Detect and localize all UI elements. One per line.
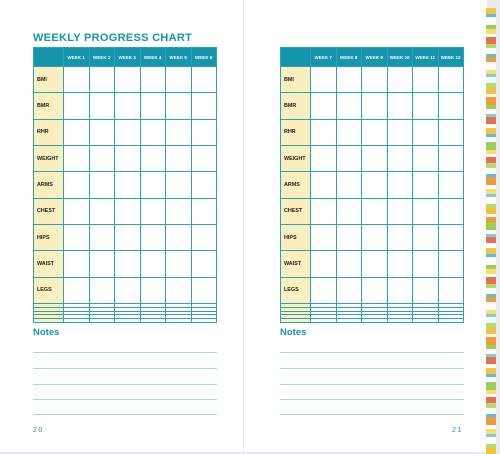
week-header: WEEK 5 bbox=[166, 48, 192, 67]
entry-cell[interactable] bbox=[336, 225, 362, 251]
entry-cell[interactable] bbox=[115, 67, 141, 93]
entry-cell[interactable] bbox=[140, 251, 166, 277]
entry-cell[interactable] bbox=[89, 251, 115, 277]
entry-cell[interactable] bbox=[387, 198, 413, 224]
entry-cell[interactable] bbox=[191, 277, 217, 303]
entry-cell[interactable] bbox=[311, 251, 337, 277]
note-line[interactable] bbox=[280, 384, 464, 385]
entry-cell[interactable] bbox=[140, 67, 166, 93]
entry-cell[interactable] bbox=[140, 319, 166, 323]
table-row bbox=[34, 225, 217, 251]
table-row bbox=[281, 319, 464, 323]
entry-cell[interactable] bbox=[166, 198, 192, 224]
note-line[interactable] bbox=[33, 352, 217, 353]
note-line[interactable] bbox=[33, 399, 217, 400]
entry-cell[interactable] bbox=[64, 319, 90, 323]
progress-table-left bbox=[33, 47, 217, 323]
entry-cell[interactable] bbox=[115, 225, 141, 251]
entry-cell[interactable] bbox=[336, 172, 362, 198]
entry-cell[interactable] bbox=[413, 119, 439, 145]
measurement-rows bbox=[34, 67, 217, 323]
entry-cell[interactable] bbox=[438, 225, 464, 251]
entry-cell[interactable] bbox=[89, 277, 115, 303]
entry-cell[interactable] bbox=[438, 67, 464, 93]
row-label: BMR bbox=[34, 93, 64, 119]
entry-cell[interactable] bbox=[362, 172, 388, 198]
entry-cell[interactable] bbox=[362, 251, 388, 277]
entry-cell[interactable] bbox=[140, 93, 166, 119]
entry-cell[interactable] bbox=[89, 172, 115, 198]
entry-cell[interactable] bbox=[438, 146, 464, 172]
edge-stripe bbox=[486, 37, 496, 44]
row-label: RHR bbox=[281, 119, 311, 145]
entry-cell[interactable] bbox=[89, 93, 115, 119]
entry-cell[interactable] bbox=[438, 198, 464, 224]
entry-cell[interactable] bbox=[438, 251, 464, 277]
entry-cell[interactable] bbox=[362, 119, 388, 145]
entry-cell[interactable] bbox=[413, 277, 439, 303]
entry-cell[interactable] bbox=[191, 67, 217, 93]
entry-cell[interactable] bbox=[311, 93, 337, 119]
entry-cell[interactable] bbox=[438, 119, 464, 145]
edge-stripe bbox=[486, 302, 496, 310]
row-label: WAIST bbox=[281, 251, 311, 277]
entry-cell[interactable] bbox=[413, 225, 439, 251]
entry-cell[interactable] bbox=[311, 67, 337, 93]
entry-cell[interactable] bbox=[438, 172, 464, 198]
table-row bbox=[34, 198, 217, 224]
row-label: ARMS bbox=[34, 172, 64, 198]
week-header: WEEK 12 bbox=[438, 48, 464, 67]
entry-cell[interactable] bbox=[64, 277, 90, 303]
entry-cell[interactable] bbox=[115, 251, 141, 277]
table-row bbox=[281, 198, 464, 224]
week-header: WEEK 2 bbox=[89, 48, 115, 67]
entry-cell[interactable] bbox=[311, 277, 337, 303]
week-header: WEEK 7 bbox=[311, 48, 337, 67]
table-row bbox=[34, 172, 217, 198]
table-row bbox=[34, 67, 217, 93]
entry-cell[interactable] bbox=[64, 251, 90, 277]
book-gutter bbox=[243, 0, 244, 452]
entry-cell[interactable] bbox=[64, 146, 90, 172]
entry-cell[interactable] bbox=[438, 277, 464, 303]
progress-table-right bbox=[280, 47, 464, 323]
note-line[interactable] bbox=[280, 414, 464, 415]
entry-cell[interactable] bbox=[191, 319, 217, 323]
table-row bbox=[281, 225, 464, 251]
entry-cell[interactable] bbox=[191, 225, 217, 251]
entry-cell[interactable] bbox=[89, 225, 115, 251]
entry-cell[interactable] bbox=[387, 119, 413, 145]
edge-stripe bbox=[486, 437, 496, 444]
entry-cell[interactable] bbox=[64, 198, 90, 224]
table-row bbox=[281, 277, 464, 303]
entry-cell[interactable] bbox=[413, 93, 439, 119]
page-number-right: 21 bbox=[452, 427, 463, 434]
entry-cell[interactable] bbox=[166, 277, 192, 303]
entry-cell[interactable] bbox=[166, 172, 192, 198]
row-label bbox=[281, 319, 311, 323]
entry-cell[interactable] bbox=[387, 146, 413, 172]
entry-cell[interactable] bbox=[362, 198, 388, 224]
row-label: LEGS bbox=[281, 277, 311, 303]
entry-cell[interactable] bbox=[362, 93, 388, 119]
measurement-rows bbox=[281, 67, 464, 323]
edge-stripe bbox=[486, 448, 496, 454]
entry-cell[interactable] bbox=[115, 198, 141, 224]
entry-cell[interactable] bbox=[438, 93, 464, 119]
row-label: BMR bbox=[281, 93, 311, 119]
entry-cell[interactable] bbox=[413, 146, 439, 172]
entry-cell[interactable] bbox=[311, 198, 337, 224]
week-header: WEEK 10 bbox=[387, 48, 413, 67]
row-label: RHR bbox=[34, 119, 64, 145]
entry-cell[interactable] bbox=[413, 67, 439, 93]
table-row bbox=[281, 172, 464, 198]
entry-cell[interactable] bbox=[191, 119, 217, 145]
entry-cell[interactable] bbox=[115, 277, 141, 303]
table-row bbox=[281, 119, 464, 145]
page-title: WEEKLY PROGRESS CHART bbox=[33, 32, 193, 44]
edge-stripe bbox=[486, 257, 496, 265]
table-row bbox=[281, 146, 464, 172]
entry-cell[interactable] bbox=[140, 277, 166, 303]
entry-cell[interactable] bbox=[140, 146, 166, 172]
page-number-left: 20 bbox=[33, 427, 44, 434]
entry-cell[interactable] bbox=[89, 119, 115, 145]
entry-cell[interactable] bbox=[89, 319, 115, 323]
table-row bbox=[281, 93, 464, 119]
entry-cell[interactable] bbox=[387, 67, 413, 93]
entry-cell[interactable] bbox=[115, 146, 141, 172]
week-header: WEEK 8 bbox=[336, 48, 362, 67]
table-row bbox=[34, 146, 217, 172]
note-line[interactable] bbox=[33, 414, 217, 415]
table-row bbox=[34, 251, 217, 277]
edge-stripe bbox=[486, 117, 496, 124]
entry-cell[interactable] bbox=[413, 198, 439, 224]
entry-cell[interactable] bbox=[140, 172, 166, 198]
entry-cell[interactable] bbox=[413, 172, 439, 198]
entry-cell[interactable] bbox=[336, 67, 362, 93]
entry-cell[interactable] bbox=[89, 146, 115, 172]
row-label: BMI bbox=[281, 67, 311, 93]
row-label bbox=[34, 319, 64, 323]
header-corner bbox=[281, 48, 311, 67]
edge-stripe bbox=[486, 62, 496, 70]
week-header: WEEK 1 bbox=[64, 48, 90, 67]
week-header: WEEK 9 bbox=[362, 48, 388, 67]
week-header: WEEK 3 bbox=[115, 48, 141, 67]
table-row bbox=[281, 251, 464, 277]
entry-cell[interactable] bbox=[311, 119, 337, 145]
entry-cell[interactable] bbox=[140, 225, 166, 251]
entry-cell[interactable] bbox=[115, 319, 141, 323]
entry-cell[interactable] bbox=[362, 319, 388, 323]
edge-stripe bbox=[486, 17, 496, 25]
week-header: WEEK 6 bbox=[191, 48, 217, 67]
entry-cell[interactable] bbox=[387, 251, 413, 277]
note-line[interactable] bbox=[280, 399, 464, 400]
row-label: WEIGHT bbox=[34, 146, 64, 172]
edge-stripe bbox=[486, 197, 496, 204]
entry-cell[interactable] bbox=[166, 146, 192, 172]
entry-cell[interactable] bbox=[191, 146, 217, 172]
entry-cell[interactable] bbox=[64, 119, 90, 145]
row-label: CHEST bbox=[34, 198, 64, 224]
entry-cell[interactable] bbox=[64, 67, 90, 93]
entry-cell[interactable] bbox=[438, 319, 464, 323]
entry-cell[interactable] bbox=[140, 198, 166, 224]
note-line[interactable] bbox=[33, 368, 217, 369]
row-label: HIPS bbox=[281, 225, 311, 251]
row-label: BMI bbox=[34, 67, 64, 93]
notes-heading: Notes bbox=[280, 327, 307, 338]
entry-cell[interactable] bbox=[413, 251, 439, 277]
entry-cell[interactable] bbox=[166, 119, 192, 145]
entry-cell[interactable] bbox=[387, 172, 413, 198]
table-row bbox=[34, 119, 217, 145]
entry-cell[interactable] bbox=[89, 198, 115, 224]
entry-cell[interactable] bbox=[387, 225, 413, 251]
entry-cell[interactable] bbox=[311, 146, 337, 172]
entry-cell[interactable] bbox=[362, 67, 388, 93]
edge-stripe bbox=[486, 382, 496, 390]
edge-stripe bbox=[486, 277, 496, 284]
entry-cell[interactable] bbox=[336, 198, 362, 224]
edge-stripe bbox=[486, 142, 496, 150]
entry-cell[interactable] bbox=[166, 93, 192, 119]
week-header-row bbox=[281, 48, 464, 67]
entry-cell[interactable] bbox=[64, 225, 90, 251]
entry-cell[interactable] bbox=[191, 93, 217, 119]
table-row bbox=[281, 67, 464, 93]
entry-cell[interactable] bbox=[387, 277, 413, 303]
week-header: WEEK 4 bbox=[140, 48, 166, 67]
entry-cell[interactable] bbox=[115, 93, 141, 119]
entry-cell[interactable] bbox=[362, 277, 388, 303]
entry-cell[interactable] bbox=[413, 319, 439, 323]
entry-cell[interactable] bbox=[64, 172, 90, 198]
entry-cell[interactable] bbox=[336, 277, 362, 303]
entry-cell[interactable] bbox=[311, 172, 337, 198]
entry-cell[interactable] bbox=[311, 319, 337, 323]
edge-stripe bbox=[486, 337, 496, 345]
entry-cell[interactable] bbox=[115, 119, 141, 145]
entry-cell[interactable] bbox=[336, 146, 362, 172]
entry-cell[interactable] bbox=[166, 67, 192, 93]
notes-heading: Notes bbox=[33, 327, 60, 338]
entry-cell[interactable] bbox=[166, 319, 192, 323]
header-corner bbox=[34, 48, 64, 67]
row-label: HIPS bbox=[34, 225, 64, 251]
entry-cell[interactable] bbox=[115, 172, 141, 198]
entry-cell[interactable] bbox=[336, 119, 362, 145]
row-label: WAIST bbox=[34, 251, 64, 277]
row-label: CHEST bbox=[281, 198, 311, 224]
note-line[interactable] bbox=[280, 368, 464, 369]
edge-stripe bbox=[486, 222, 496, 230]
entry-cell[interactable] bbox=[140, 119, 166, 145]
entry-cell[interactable] bbox=[387, 93, 413, 119]
entry-cell[interactable] bbox=[311, 225, 337, 251]
entry-cell[interactable] bbox=[166, 225, 192, 251]
edge-stripe bbox=[486, 357, 496, 364]
entry-cell[interactable] bbox=[166, 251, 192, 277]
row-label: WEIGHT bbox=[281, 146, 311, 172]
edge-stripe bbox=[486, 177, 496, 185]
edge-stripe bbox=[486, 417, 496, 425]
entry-cell[interactable] bbox=[191, 172, 217, 198]
table-row bbox=[34, 277, 217, 303]
entry-cell[interactable] bbox=[336, 319, 362, 323]
note-line[interactable] bbox=[33, 384, 217, 385]
week-header: WEEK 11 bbox=[413, 48, 439, 67]
entry-cell[interactable] bbox=[89, 67, 115, 93]
page-edge-tabs bbox=[486, 8, 496, 454]
table-row bbox=[34, 319, 217, 323]
week-header-row bbox=[34, 48, 217, 67]
entry-cell[interactable] bbox=[336, 93, 362, 119]
row-label: LEGS bbox=[34, 277, 64, 303]
entry-cell[interactable] bbox=[64, 93, 90, 119]
entry-cell[interactable] bbox=[336, 251, 362, 277]
entry-cell[interactable] bbox=[191, 251, 217, 277]
entry-cell[interactable] bbox=[191, 198, 217, 224]
table-row bbox=[34, 93, 217, 119]
entry-cell[interactable] bbox=[387, 319, 413, 323]
row-label: ARMS bbox=[281, 172, 311, 198]
edge-stripe bbox=[486, 97, 496, 105]
entry-cell[interactable] bbox=[362, 225, 388, 251]
note-line[interactable] bbox=[280, 352, 464, 353]
entry-cell[interactable] bbox=[362, 146, 388, 172]
